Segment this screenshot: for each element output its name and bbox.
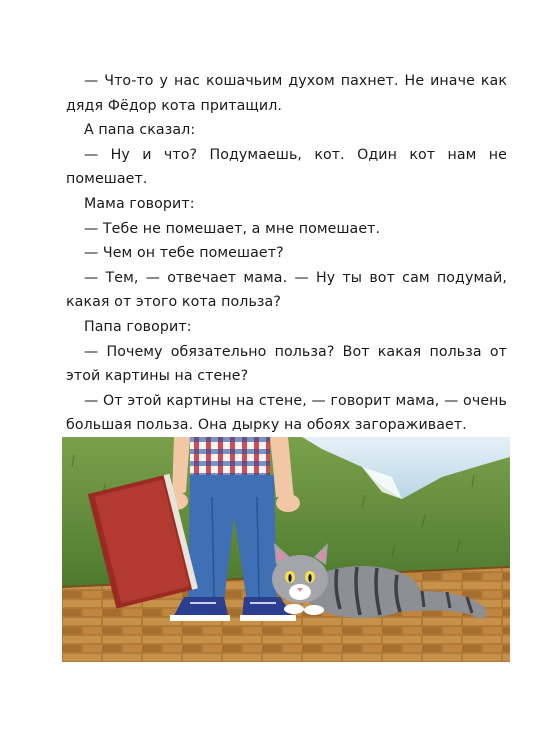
paragraph: — Тем, — отвечает мама. — Ну ты вот сам подумай, какая от этого кота польза? (66, 269, 507, 311)
illustration-svg (62, 437, 510, 662)
paragraph: — Почему обязательно польза? Вот какая польза от этой картины на стене? (66, 343, 507, 385)
paragraph: — Ну и что? Подумаешь, кот. Один кот нам не помешает. (66, 146, 507, 188)
paragraph: — От этой картины на стене, — говорит мама, — очень большая польза. Она дырку на обоях загораживает. (66, 392, 507, 434)
boy-right-hand (276, 494, 300, 512)
paragraph: Папа говорит: (84, 318, 192, 335)
boy-shirt (190, 437, 270, 477)
story-illustration (62, 437, 510, 662)
paragraph: — Чем он тебе помешает? (84, 245, 284, 262)
paragraph: А папа сказал: (84, 122, 196, 139)
paragraph: — Что-то у нас кошачьим духом пахнет. Не иначе как дядя Фёдор кота притащил. (66, 73, 507, 114)
paragraph: — Тебе не помешает, а мне помешает. (84, 220, 381, 237)
paragraph: Мама говорит: (84, 195, 195, 212)
